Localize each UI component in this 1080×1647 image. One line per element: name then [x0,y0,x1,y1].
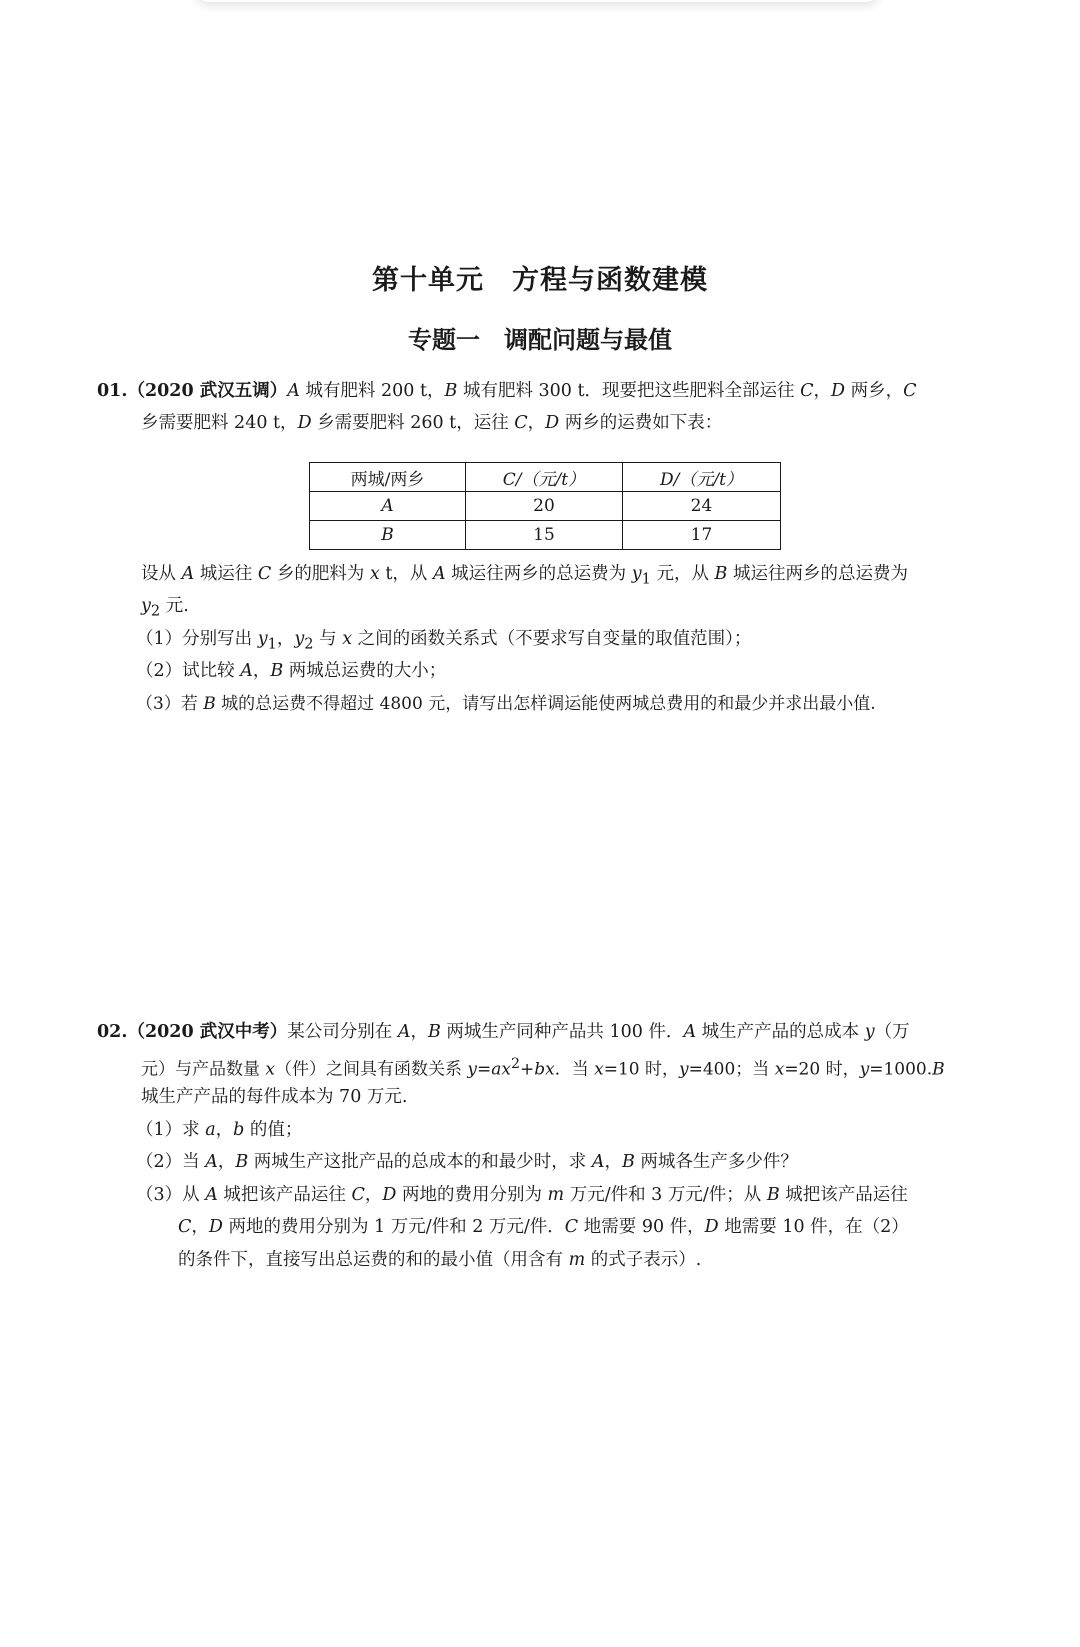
q2-source: （2020 武汉中考） [127,1022,288,1042]
q1-sub-question-1: （1）分别写出 $y_1$，$y_2$ 与 x 之间的函数关系式（不要求写自变量的取值范围）； [136,629,752,653]
q2-line-3: 城生产产品的每件成本为 70 万元. [141,1087,408,1107]
q2-sub-question-1: （1）求 a，b 的值； [136,1120,303,1140]
table-header-cell: C/（元/t） [466,463,623,492]
table-header-row [310,463,781,492]
table-cell: 17 [622,521,780,550]
q1-line-2: 乡需要肥料 240 t，D 乡需要肥料 260 t，运往 C，D 两乡的运费如下表： [141,413,723,433]
table-header-cell: 两城/两乡 [310,463,466,492]
table-row [310,521,781,550]
q2-line-2: 元）与产品数量 x（件）之间具有函数关系 $y=ax^2+bx$．当 x=10 时，y=400；当 x=20 时，y=1000.B [141,1056,945,1080]
q1-number: 01. [97,381,128,401]
q2-sub-question-3-line-3: 的条件下，直接写出总运费的和的最小值（用含有 m 的式子表示）. [178,1250,702,1270]
table-cell: A [310,492,466,521]
q1-source: （2020 武汉五调） [127,381,288,401]
q2-line-1: 02.（2020 武汉中考）某公司分别在 A，B 两城生产同种产品共 100 件．A 城生产产品的总成本 y（万 [97,1022,910,1042]
unit-title: 第十单元 方程与函数建模 [372,265,708,296]
table-cell: 20 [466,492,623,521]
q1-sub-question-2: （2）试比较 A，B 两城总运费的大小； [136,661,447,681]
freight-table [309,462,781,550]
q2-sub-question-2: （2）当 A，B 两城生产这批产品的总成本的和最少时，求 A，B 两城各生产多少件？ [136,1152,798,1172]
table-cell: 24 [622,492,780,521]
table-cell: B [310,521,466,550]
table-cell: 15 [466,521,623,550]
q1-line-1: 01.（2020 武汉五调）A 城有肥料 200 t，B 城有肥料 300 t．现要把这些肥料全部运往 C，D 两乡，C [97,381,917,401]
q1-paragraph-line-2: $y_2$ 元. [141,596,189,620]
q1-paragraph-line-1: 设从 A 城运往 C 乡的肥料为 x t，从 A 城运往两乡的总运费为 $y_1$ 元，从 B 城运往两乡的总运费为 [141,564,908,588]
topic-title: 专题一 调配问题与最值 [408,326,672,354]
browser-top-tab [195,0,880,2]
q2-sub-question-3-line-1: （3）从 A 城把该产品运往 C，D 两地的费用分别为 m 万元/件和 3 万元/件；从 B 城把该产品运往 [136,1185,908,1205]
q1-sub-question-3: （3）若 B 城的总运费不得超过 4800 元，请写出怎样调运能使两城总费用的和最少并求出最小值. [136,694,876,714]
q2-sub-question-3-line-2: C，D 两地的费用分别为 1 万元/件和 2 万元/件．C 地需要 90 件，D 地需要 10 件，在（2） [178,1217,909,1237]
table-row [310,492,781,521]
table-header-cell: D/（元/t） [622,463,780,492]
q2-number: 02. [97,1022,128,1042]
